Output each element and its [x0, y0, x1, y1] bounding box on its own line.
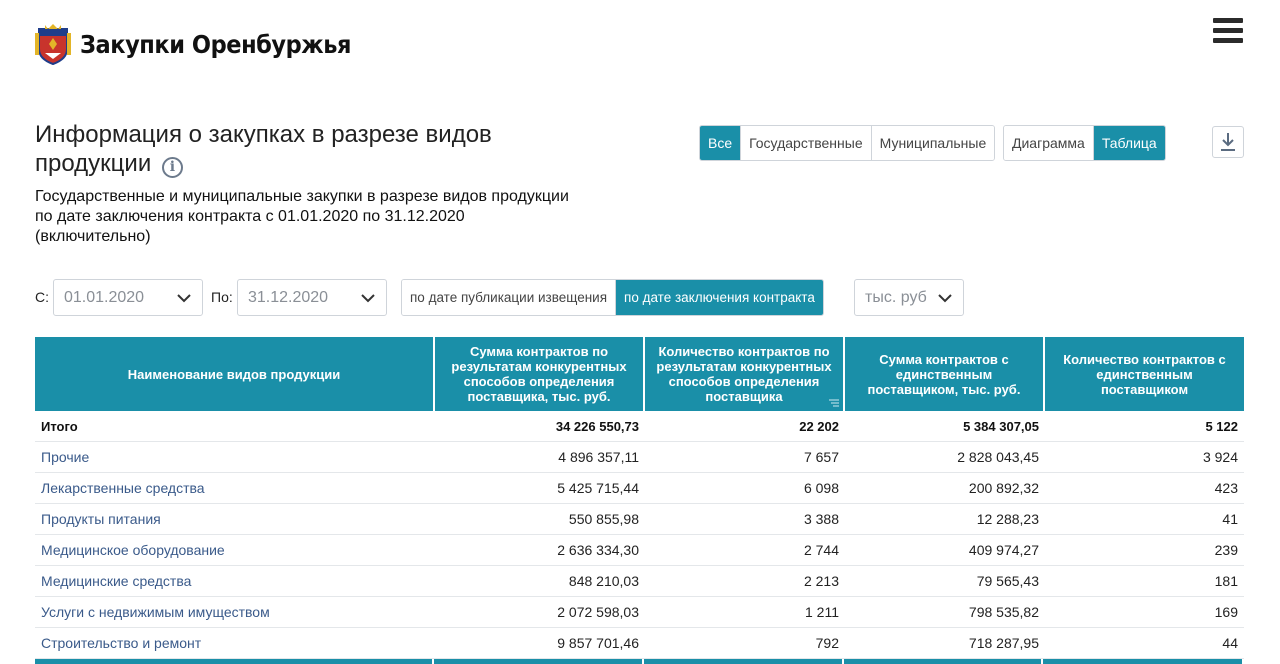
competitive-sum-cell: 5 425 715,44 — [435, 473, 645, 504]
competitive-sum-cell: 848 210,03 — [435, 566, 645, 597]
product-name-cell: Итого — [35, 411, 435, 442]
from-date-value: 01.01.2020 — [64, 288, 145, 306]
procurement-type-filter — [699, 125, 995, 161]
table-total-row — [35, 411, 1244, 442]
single-sum-cell: 718 287,95 — [845, 628, 1045, 659]
brand-name[interactable]: Закупки Оренбуржья — [80, 29, 352, 59]
single-count-cell: 3 924 — [1045, 442, 1244, 473]
single-count-cell: 423 — [1045, 473, 1244, 504]
column-header-competitive-sum[interactable]: Сумма контрактов по результатам конкурентных способов определения поставщика, тыс. руб. — [435, 337, 645, 411]
competitive-sum-cell: 34 226 550,73 — [435, 411, 645, 442]
column-header-product[interactable]: Наименование видов продукции — [35, 337, 435, 411]
product-name-cell[interactable]: Услуги с недвижимым имуществом — [35, 597, 435, 628]
product-name-cell[interactable]: Медицинские средства — [35, 566, 435, 597]
competitive-sum-cell: 9 857 701,46 — [435, 628, 645, 659]
column-header-single-sum[interactable]: Сумма контрактов с единственным поставщиком, тыс. руб. — [845, 337, 1045, 411]
competitive-sum-cell: 4 896 357,11 — [435, 442, 645, 473]
single-count-cell: 5 122 — [1045, 411, 1244, 442]
view-toggle — [1003, 125, 1166, 161]
single-count-cell: 41 — [1045, 504, 1244, 535]
filter-municipal-button[interactable]: Муниципальные — [872, 126, 995, 160]
site-header — [35, 22, 381, 66]
competitive-count-cell: 6 098 — [645, 473, 845, 504]
single-sum-cell: 12 288,23 — [845, 504, 1045, 535]
column-header-label: Количество контрактов по результатам конкурентных способов определения поставщика — [656, 344, 832, 404]
view-table-button[interactable]: Таблица — [1094, 126, 1165, 160]
single-count-cell: 169 — [1045, 597, 1244, 628]
from-label: С: — [35, 289, 49, 305]
competitive-count-cell: 2 744 — [645, 535, 845, 566]
date-mode-toggle — [401, 279, 824, 316]
table-row — [35, 566, 1244, 597]
single-sum-cell: 2 828 043,45 — [845, 442, 1045, 473]
unit-select[interactable] — [854, 279, 964, 316]
products-table — [35, 337, 1244, 659]
single-count-cell: 239 — [1045, 535, 1244, 566]
competitive-sum-cell: 2 636 334,30 — [435, 535, 645, 566]
competitive-count-cell: 1 211 — [645, 597, 845, 628]
download-button[interactable] — [1212, 126, 1244, 158]
view-chart-button[interactable]: Диаграмма — [1004, 126, 1094, 160]
table-row — [35, 628, 1244, 659]
column-header-competitive-count[interactable] — [645, 337, 845, 411]
table-row — [35, 597, 1244, 628]
single-sum-cell: 798 535,82 — [845, 597, 1045, 628]
page-subtitle — [35, 187, 615, 247]
page-title-text: Информация о закупках в разрезе видов продукции — [35, 121, 492, 177]
hamburger-icon[interactable] — [1213, 18, 1247, 48]
table-row — [35, 535, 1244, 566]
single-sum-cell: 200 892,32 — [845, 473, 1045, 504]
competitive-count-cell: 3 388 — [645, 504, 845, 535]
product-name-cell[interactable]: Продукты питания — [35, 504, 435, 535]
chevron-down-icon — [176, 291, 192, 305]
single-count-cell: 181 — [1045, 566, 1244, 597]
by-publication-button[interactable]: по дате публикации извещения — [402, 280, 616, 315]
table-row — [35, 473, 1244, 504]
subtitle-line: по дате заключения контракта с 01.01.2020 по 31.12.2020 — [35, 208, 465, 225]
table-row — [35, 504, 1244, 535]
coat-of-arms-icon[interactable] — [35, 23, 71, 65]
by-contract-button[interactable]: по дате заключения контракта — [616, 280, 823, 315]
single-count-cell: 44 — [1045, 628, 1244, 659]
sort-icon[interactable] — [829, 399, 839, 407]
competitive-count-cell: 7 657 — [645, 442, 845, 473]
column-header-single-count[interactable]: Количество контрактов с единственным поставщиком — [1045, 337, 1244, 411]
filter-state-button[interactable]: Государственные — [741, 126, 872, 160]
chevron-down-icon — [360, 291, 376, 305]
subtitle-line: Государственные и муниципальные закупки в разрезе видов продукции — [35, 188, 569, 205]
to-label: По: — [211, 289, 233, 305]
subtitle-line: (включительно) — [35, 228, 151, 245]
unit-value: тыс. руб — [865, 288, 927, 306]
from-date-select[interactable] — [53, 279, 203, 316]
page-title — [35, 120, 555, 178]
table-header-row — [35, 337, 1244, 411]
table-row — [35, 442, 1244, 473]
info-icon[interactable]: i — [162, 157, 183, 178]
chevron-down-icon — [937, 291, 953, 305]
competitive-count-cell: 792 — [645, 628, 845, 659]
competitive-count-cell: 22 202 — [645, 411, 845, 442]
competitive-count-cell: 2 213 — [645, 566, 845, 597]
competitive-sum-cell: 2 072 598,03 — [435, 597, 645, 628]
single-sum-cell: 79 565,43 — [845, 566, 1045, 597]
download-icon — [1220, 132, 1236, 152]
filter-all-button[interactable]: Все — [700, 126, 741, 160]
product-name-cell[interactable]: Прочие — [35, 442, 435, 473]
to-date-select[interactable] — [237, 279, 387, 316]
product-name-cell[interactable]: Лекарственные средства — [35, 473, 435, 504]
table-footer-bar — [35, 659, 1244, 664]
single-sum-cell: 5 384 307,05 — [845, 411, 1045, 442]
single-sum-cell: 409 974,27 — [845, 535, 1045, 566]
competitive-sum-cell: 550 855,98 — [435, 504, 645, 535]
to-date-value: 31.12.2020 — [248, 288, 329, 306]
product-name-cell[interactable]: Строительство и ремонт — [35, 628, 435, 659]
product-name-cell[interactable]: Медицинское оборудование — [35, 535, 435, 566]
